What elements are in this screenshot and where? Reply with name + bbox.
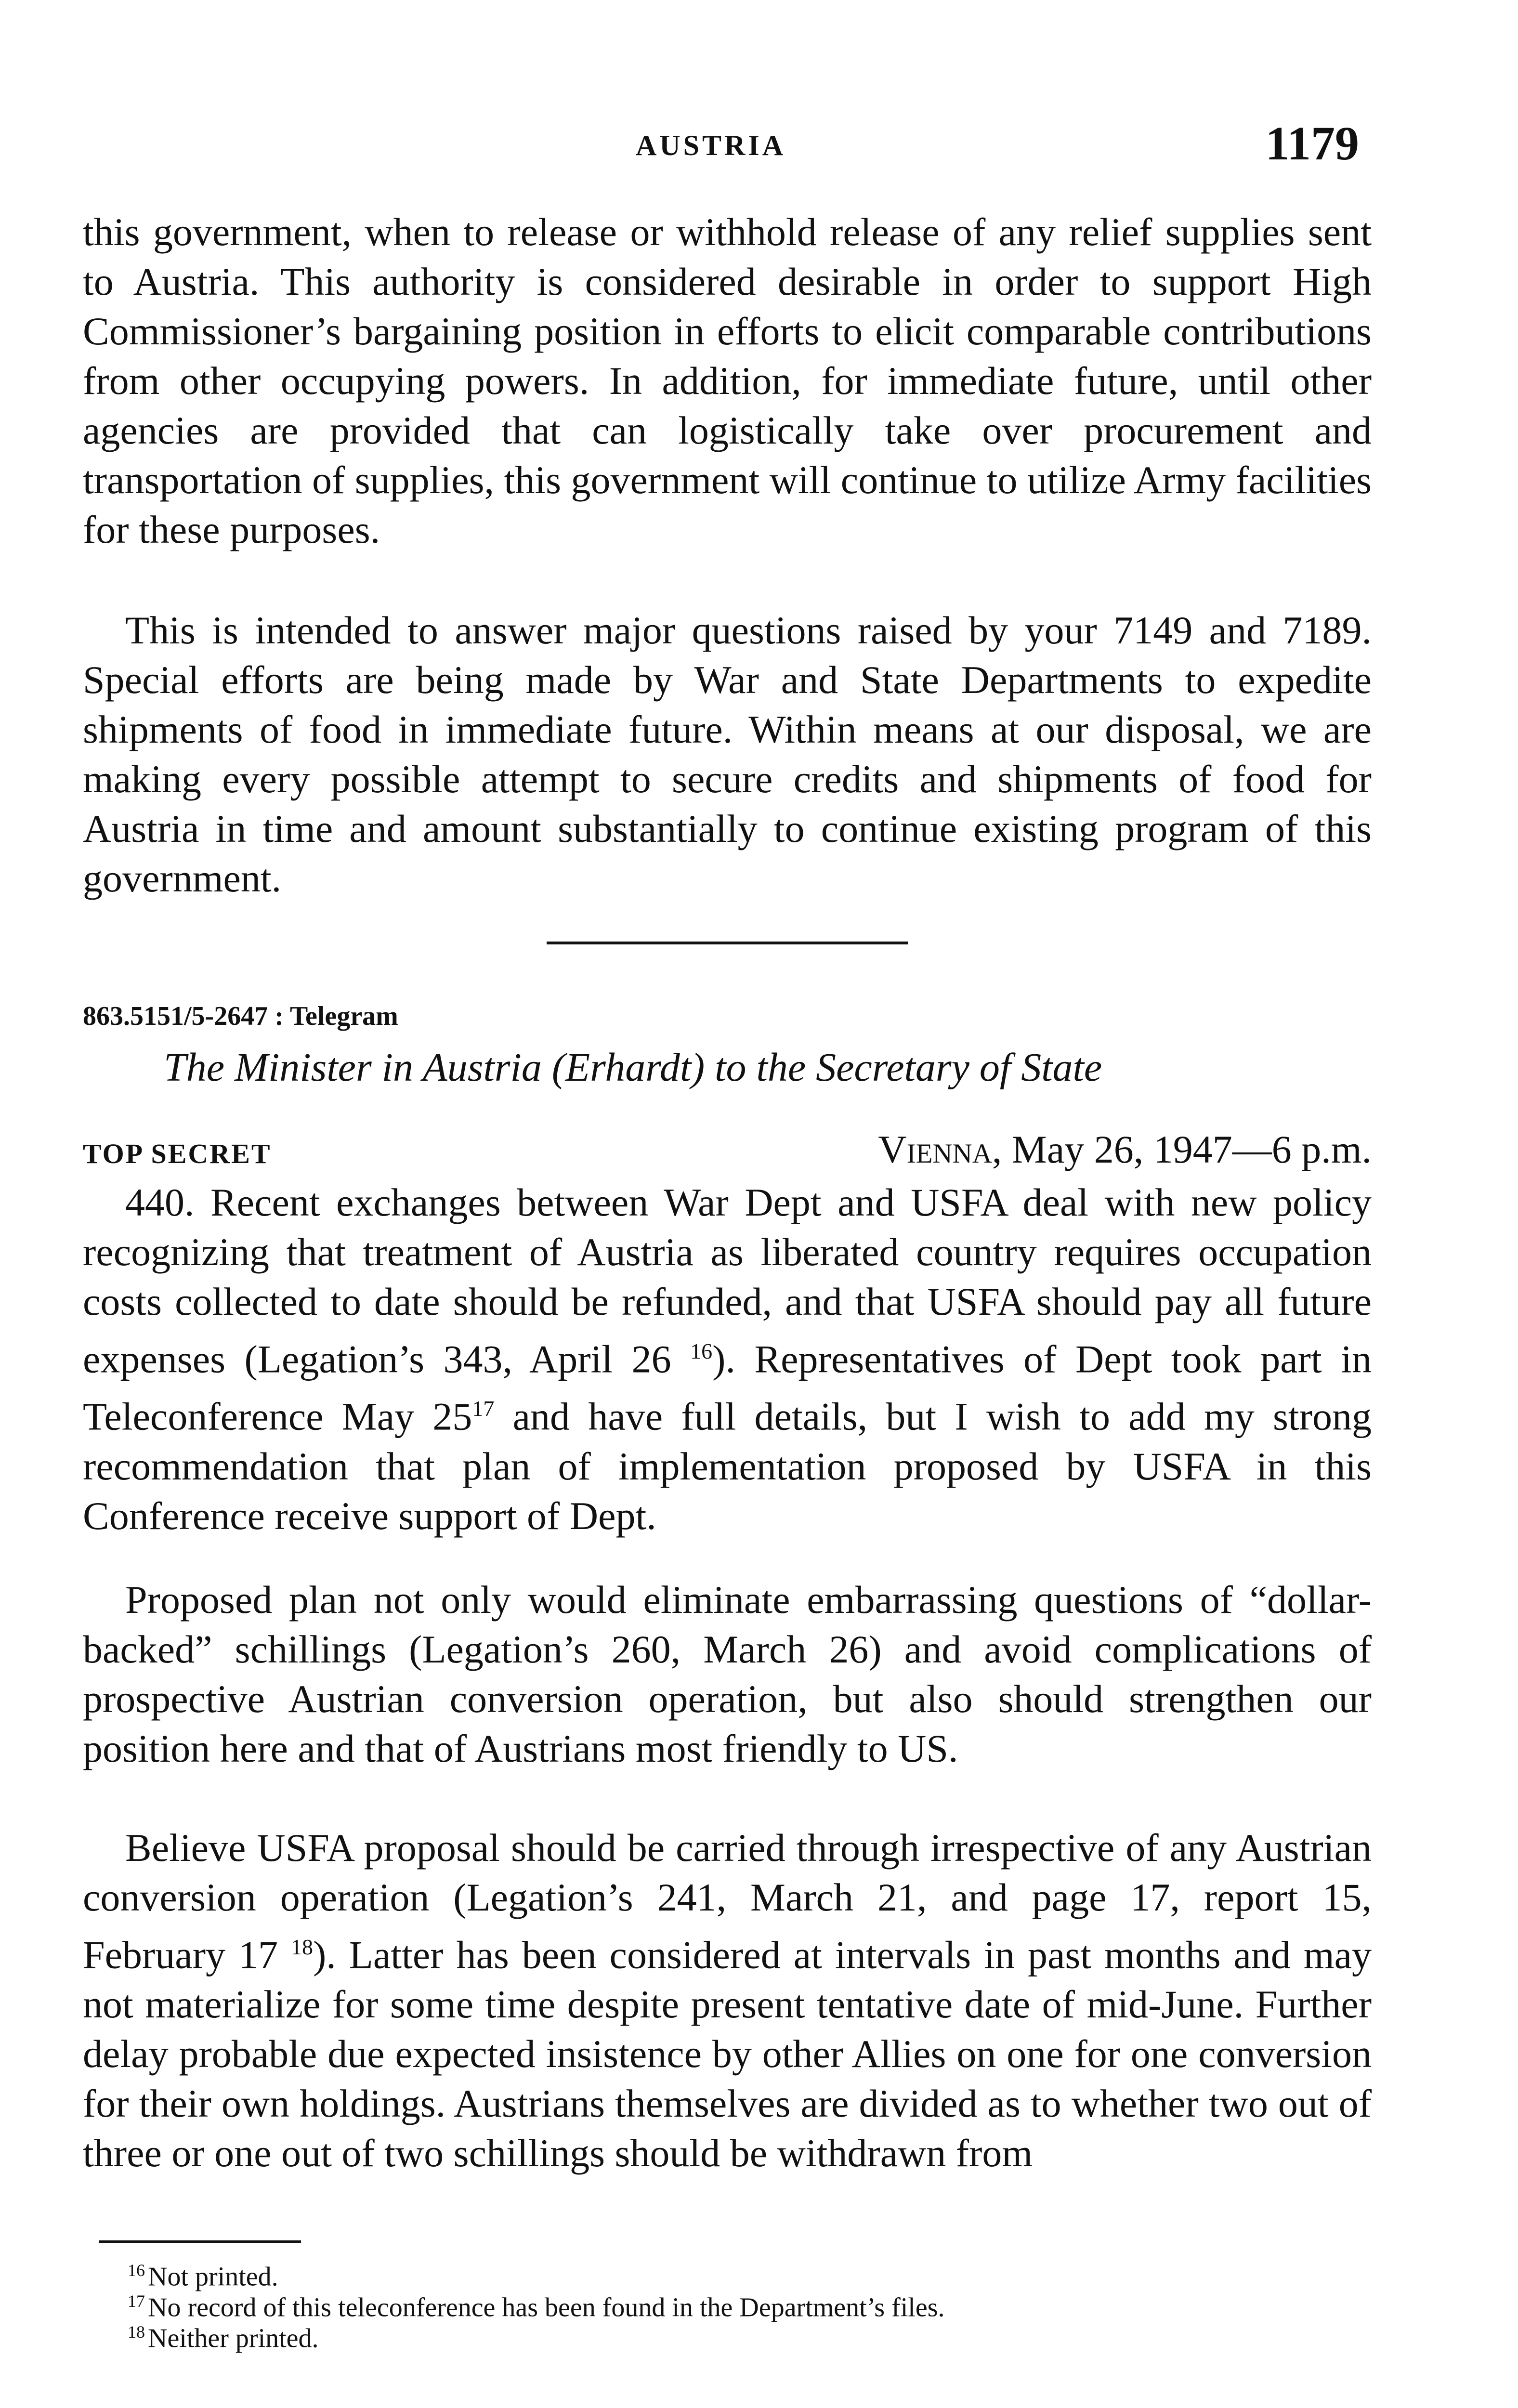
footnote-18 [128,2316,319,2354]
paragraph-believe-text-1: Believe USFA proposal should be carried through irrespective of any Austrian conversion operation (Legation’s 241, March 21, and page 17, report 15, February 17 [83,1826,1372,1977]
footnote-ref-18: 18 [290,1935,313,1959]
footnote-text: Neither printed. [148,2323,319,2354]
paragraph-believe [83,1823,1372,2178]
footnote-ref-17: 17 [472,1396,495,1421]
paragraph-440-text-3: and have full details, but I wish to add my strong recommendation that plan of implementation proposed by USFA in this Conference receive support of Dept. [83,1394,1372,1538]
paragraph-440-text-2: ). Representatives of Dept took part in Teleconference May 25 [83,1337,1372,1439]
file-number: 863.5151/5-2647 : Telegram [83,1001,398,1031]
paragraph-440 [83,1178,1372,1541]
footnote-mark: 17 [128,2291,145,2311]
paragraph-answer: This is intended to answer major questions raised by your 7149 and 7189. Special efforts are being made by War and State Departments to expedite shipments of food in immediate future. Within means at our disposal, we are making every possible attempt to secure credits and shipments of food for Austria in time and amount substantially to continue existing program of this government. [83,608,1372,900]
footnote-ref-16: 16 [690,1339,713,1363]
footnote-text: No record of this teleconference has been found in the Department’s files. [148,2292,945,2323]
footnote-divider [99,2240,301,2243]
paragraph-continued: this government, when to release or withhold release of any relief supplies sent to Austria. This authority is considered desirable in order to support High Commissioner’s bargaining position in efforts to elicit comparable contributions from other occupying powers. In addition, for immediate future, until other agencies are provided that can logistically take over procurement and transportation of supplies, this government will continue to utilize Army facilities for these purposes. [83,210,1372,551]
running-head: AUSTRIA [636,130,786,161]
footnote-mark: 16 [128,2261,145,2280]
telegram-title: The Minister in Austria (Erhardt) to the Secretary of State [164,1045,1102,1090]
paragraph-proposed-plan: Proposed plan not only would eliminate embarrassing questions of “dollar-backed” schillings (Legation’s 260, March 26) and avoid complications of prospective Austrian conversion operation, but also should strengthen our position here and that of Austrians most friendly to US. [83,1578,1372,1770]
dateline [878,1127,1372,1172]
footnote-text: Not printed. [148,2262,278,2292]
dateline-place: Vienna [878,1127,992,1171]
section-divider [547,942,908,944]
classification-label: TOP SECRET [83,1138,272,1169]
paragraph-440-text-1: 440. Recent exchanges between War Dept and USFA deal with new policy recognizing that treatment of Austria as liberated country requires occupation costs collected to date should be refunded, and that USFA should pay all future expenses (Legation’s 343, April 26 [83,1180,1372,1381]
dateline-date: , May 26, 1947—6 p.m. [992,1127,1372,1171]
footnote-mark: 18 [128,2322,145,2342]
page-number: 1179 [1265,117,1359,170]
paragraph-believe-text-2: ). Latter has been considered at intervals in past months and may not materialize for some time despite present tentative date of mid-June. Further delay probable due expected insistence by other Allies on one for one conversion for their own holdings. Austrians themselves are divided as to whether two out of three or one out of two schillings should be withdrawn from [83,1933,1372,2175]
